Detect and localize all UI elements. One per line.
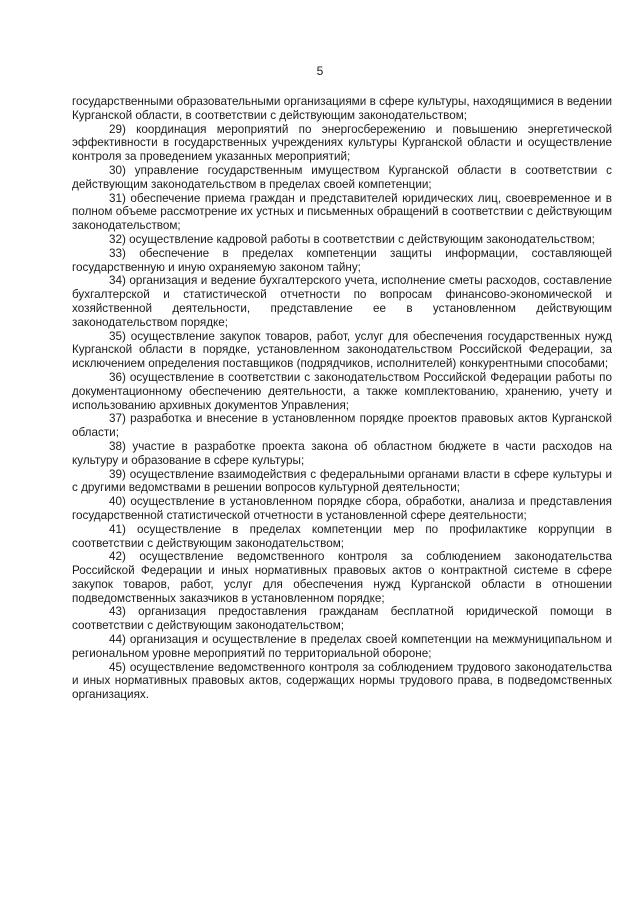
paragraph-item-35: 35) осуществление закупок товаров, работ, услуг для обеспечения государственных нужд Курганской области в порядке, установленном законодательством Российской Федерации, за исключением определения поставщиков (подрядчиков, исполнителей) конкурентными способами; bbox=[72, 329, 612, 371]
paragraph-item-42: 42) осуществление ведомственного контроля за соблюдением законодательства Российской Федерации и иных нормативных правовых актов о контрактной системе в сфере закупок товаров, работ, услуг для обеспечения нужд Курганской области в отношении подведомственных заказчиков в установленном порядке; bbox=[72, 550, 612, 605]
paragraph-item-34: 34) организация и ведение бухгалтерского учета, исполнение сметы расходов, составление бухгалтерской и статистической отчетности по вопросам финансово-экономической и хозяйственной деятельности, представление ее в установленном действующим законодательством порядке; bbox=[72, 274, 612, 329]
paragraph-item-41: 41) осуществление в пределах компетенции мер по профилактике коррупции в соответствии с действующим законодательством; bbox=[72, 522, 612, 550]
paragraph-item-29: 29) координация мероприятий по энергосбережению и повышению энергетической эффективности в государственных учреждениях культуры Курганской области и осуществление контроля за проведением указанных мероприятий; bbox=[72, 122, 612, 164]
paragraph-item-38: 38) участие в разработке проекта закона об областном бюджете в части расходов на культуру и образование в сфере культуры; bbox=[72, 439, 612, 467]
paragraph-item-32: 32) осуществление кадровой работы в соответствии с действующим законодательством; bbox=[109, 232, 595, 246]
paragraph-item-37: 37) разработка и внесение в установленном порядке проектов правовых актов Курганской области; bbox=[72, 412, 612, 440]
document-body bbox=[72, 95, 612, 702]
paragraph-item-45: 45) осуществление ведомственного контроля за соблюдением трудового законодательства и иных нормативных правовых актов, содержащих нормы трудового права, в подведомственных организациях. bbox=[72, 660, 612, 702]
paragraph-item-31: 31) обеспечение приема граждан и представителей юридических лиц, своевременное и в полном объеме рассмотрение их устных и письменных обращений в соответствии с действующим законодательством; bbox=[72, 191, 612, 233]
paragraph-item-43: 43) организация предоставления гражданам бесплатной юридической помощи в соответствии с действующим законодательством; bbox=[72, 605, 612, 633]
paragraph-item-33: 33) обеспечение в пределах компетенции защиты информации, составляющей государственную и иную охраняемую законом тайну; bbox=[72, 246, 612, 274]
paragraph-item-40: 40) осуществление в установленном порядке сбора, обработки, анализа и представления государственной статистической отчетности в установленной сфере деятельности; bbox=[72, 495, 612, 522]
paragraph-item-44: 44) организация и осуществление в пределах своей компетенции на межмуниципальном и региональном уровне мероприятий по территориальной обороне; bbox=[72, 633, 612, 660]
page-number: 5 bbox=[316, 64, 324, 78]
paragraph-item-39: 39) осуществление взаимодействия с федеральными органами власти в сфере культуры и с другими ведомствами в решении вопросов культурной деятельности; bbox=[72, 467, 612, 495]
paragraph-item-30: 30) управление государственным имуществом Курганской области в соответствии с действующим законодательством в пределах своей компетенции; bbox=[72, 163, 612, 191]
paragraph-continuation: государственными образовательными организациями в сфере культуры, находящимися в ведении Курганской области, в соответствии с действующим законодательством; bbox=[72, 95, 612, 122]
paragraph-item-36: 36) осуществление в соответствии с законодательством Российской Федерации работы по документационному обеспечению деятельности, а также комплектованию, хранению, учету и использованию архивных документов Управления; bbox=[72, 370, 612, 412]
